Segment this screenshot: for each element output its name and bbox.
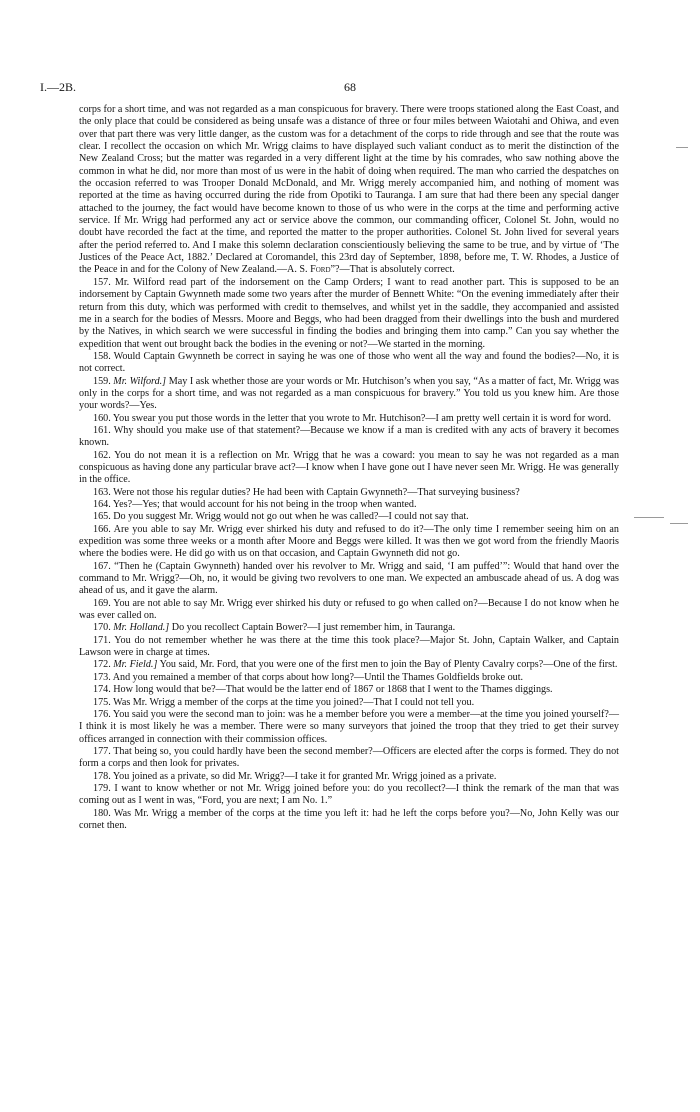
question-text: You are not able to say Mr. Wrigg ever shirked his duty or refused to go when called on?—Because I do not know when he was ever called on. bbox=[79, 597, 620, 622]
question-paragraph bbox=[79, 561, 619, 598]
question-paragraph bbox=[79, 684, 619, 696]
question-text: Yes?—Yes; that would account for his not being in the troop when wanted. bbox=[112, 499, 417, 510]
question-text: Why should you make use of that statement?—Because we know if a man is credited with any acts of bravery it becomes known. bbox=[79, 424, 619, 449]
question-number: 171. bbox=[93, 634, 111, 646]
question-number: 176. bbox=[93, 708, 111, 720]
question-paragraph bbox=[79, 622, 619, 634]
question-number: 172. bbox=[93, 659, 111, 671]
question-text: Were not those his regular duties? He had been with Captain Gwynneth?—That surveying business? bbox=[113, 486, 520, 498]
question-text: You swear you put those words in the letter that you wrote to Mr. Hutchison?—I am pretty well certain it is word for word. bbox=[112, 412, 611, 424]
question-paragraph bbox=[79, 709, 619, 746]
intro-text: corps for a short time, and was not regarded as a man conspicuous for bravery. There were troops stationed along the East Coast, and the only place that could be considered as being unsafe was a distance of three or four miles between Waiotahi and Ohiwa, and even over that part there was very little danger, as the custom was for a detachment of the corps to ride through and see that the route was clear. I recollect the occasion on which Mr. Wrigg claims to have displayed such valiant conduct as to merit the distinction of the New Zealand Cross; but the matter was regarded in a very different light at the time by his comrades, who saw nothing above the common in what he did, nor more than most of us were in the habit of doing when required. The man who carried the despatches on the occasion referred to was Trooper Donald McDonald, and Mr. Wrigg merely accompanied him, and nothing of moment was reported at the time as having occurred during the ride from Opotiki to Tauranga. I am sure that had there been any special danger attached to the journey, the fact would have become known to those of us who were in the corps at the time and performing active service. If Mr. Wrigg had performed any act or service above the common, our commanding officer, Colonel St. John, would no doubt have recorded the fact at the time, and reported the matter to the proper authorities. Colonel St. John lived for several years after the period referred to. And I make this solemn declaration conscientiously believing the same to be true, and by virtue of ‘The Justices of the Peace Act, 1882.’ Declared at Coromandel, this 23rd day of September, 1898, before me, T. W. Rhodes, a Justice of the Peace in and for the Colony of New Zealand.—A. S. bbox=[79, 104, 619, 276]
question-paragraph bbox=[79, 783, 619, 808]
question-text: You said, Mr. Ford, that you were one of the first men to join the Bay of Plenty Cavalry corps?—One of the first. bbox=[159, 659, 618, 671]
question-text: And you remained a member of that corps about how long?—Until the Thames Goldfields broke out. bbox=[112, 671, 524, 683]
question-paragraph bbox=[79, 697, 619, 709]
question-text: Do you recollect Captain Bower?—I just remember him, in Tauranga. bbox=[171, 622, 456, 634]
question-paragraph bbox=[79, 635, 619, 660]
speaker-label: Mr. Field.] bbox=[113, 659, 158, 671]
question-number: 165. bbox=[93, 511, 111, 523]
question-number: 179. bbox=[93, 782, 111, 794]
question-text: Do you suggest Mr. Wrigg would not go out when he was called?—I could not say that. bbox=[113, 511, 469, 523]
question-text: How long would that be?—That would be the latter end of 1867 or 1868 that I went to the Thames diggings. bbox=[113, 684, 553, 696]
question-paragraph bbox=[79, 499, 619, 511]
question-text: Mr. Wilford read part of the indorsement on the Camp Orders; I want to read another part. This is supposed to be an indorsement by Captain Gwynneth made some two years after the murder of Bennett White: “On the evening immediately after their return from this duty, which was performed with credit to themselves, and whilst yet in the saddle, they accompanied and assisted me in a search for the bodies of Messrs. Moore and Beggs, who had been dragged from their dwellings into the bush and murdered by the Natives, in which search we were successful in finding the bodies and bringing them into camp.” Can you say whether the expedition that went out brought back the bodies in the evening or not?—We started in the morning. bbox=[79, 276, 619, 350]
signature-name: Ford bbox=[310, 264, 331, 276]
page-body bbox=[79, 104, 619, 832]
document-reference: I.—2B. bbox=[40, 80, 76, 94]
question-text: I want to know whether or not Mr. Wrigg joined before you: do you recollect?—I think the remark of the man that was coming out as I went in was, “Ford, you are next; I am No. 1.” bbox=[79, 782, 619, 807]
question-number: 167. bbox=[93, 560, 111, 572]
question-paragraph bbox=[79, 413, 619, 425]
question-text: “Then he (Captain Gwynneth) handed over his revolver to Mr. Wrigg and said, ‘I am puffed’”: Would that hand over the command to Mr. Wrigg?—Oh, no, it would be giving two revolvers to one man. We expected an ambuscade ahead of us. A dog was ahead of us, and it gave the alarm. bbox=[79, 560, 620, 597]
question-paragraph bbox=[79, 450, 619, 487]
question-paragraph bbox=[79, 808, 619, 833]
question-number: 163. bbox=[93, 486, 111, 498]
question-paragraph bbox=[79, 598, 619, 623]
margin-mark bbox=[670, 523, 688, 524]
speaker-label: Mr. Wilford.] bbox=[113, 375, 167, 387]
page-number: 68 bbox=[344, 80, 356, 94]
question-paragraph bbox=[79, 524, 619, 561]
page-header bbox=[40, 80, 660, 98]
margin-mark bbox=[634, 517, 664, 518]
question-text: You joined as a private, so did Mr. Wrigg?—I take it for granted Mr. Wrigg joined as a private. bbox=[112, 770, 497, 782]
question-number: 180. bbox=[93, 807, 111, 819]
question-text: May I ask whether those are your words or Mr. Hutchison’s when you say, “As a matter of fact, Mr. Wrigg was only in the corps for a short time, and was not regarded as a man conspicuous for bravery.” You told us you knew him. Are those your words?—Yes. bbox=[79, 375, 619, 412]
question-text: Was Mr. Wrigg a member of the corps at the time you joined?—That I could not tell you. bbox=[113, 696, 475, 708]
speaker-label: Mr. Holland.] bbox=[113, 622, 170, 634]
question-paragraph bbox=[79, 376, 619, 413]
question-number: 157. bbox=[93, 276, 111, 288]
question-paragraph bbox=[79, 425, 619, 450]
question-number: 174. bbox=[93, 684, 111, 696]
question-text: Are you able to say Mr. Wrigg ever shirked his duty and refused to do it?—The only time I remember seeing him on an expedition was some three weeks or a month after Moore and Beggs were killed. It was then we got word from the friendly Maoris where the bodies were. He did go with us on that occasion, and Captain Gwynneth did not go. bbox=[79, 523, 619, 560]
question-text: Would Captain Gwynneth be correct in saying he was one of those who went all the way and found the bodies?—No, it is not correct. bbox=[79, 350, 619, 375]
question-number: 169. bbox=[93, 597, 111, 609]
question-number: 164. bbox=[93, 499, 111, 510]
intro-answer: ”?—That is absolutely correct. bbox=[330, 264, 455, 276]
question-paragraph bbox=[79, 672, 619, 684]
question-text: You said you were the second man to join: was he a member before you were a member—at the time you joined yourself?—I think it is most likely he was a member. There were so many surveyors that joined the troop that they tried to get their survey offices arranged in connection with their commission offices. bbox=[79, 708, 620, 745]
question-number: 173. bbox=[93, 671, 111, 683]
question-number: 178. bbox=[93, 770, 111, 782]
question-number: 159. bbox=[93, 375, 111, 387]
question-paragraph bbox=[79, 277, 619, 351]
question-paragraph bbox=[79, 511, 619, 523]
question-paragraph bbox=[79, 487, 619, 499]
margin-mark bbox=[676, 147, 688, 148]
question-paragraph bbox=[79, 351, 619, 376]
question-text: That being so, you could hardly have been the second member?—Officers are elected after the corps is formed. They do not form a corps and then look for privates. bbox=[79, 745, 619, 770]
question-number: 170. bbox=[93, 622, 111, 634]
question-number: 175. bbox=[93, 696, 111, 708]
question-text: You do not mean it is a reflection on Mr. Wrigg that he was a coward: you mean to say he was not regarded as a man conspicuous as having done any particular brave act?—I know when I have gone out I have never seen Mr. Wrigg. He was generally in the office. bbox=[79, 449, 620, 486]
question-paragraph bbox=[79, 746, 619, 771]
question-number: 160. bbox=[93, 412, 111, 424]
question-number: 166. bbox=[93, 523, 111, 535]
question-number: 161. bbox=[93, 424, 111, 436]
question-paragraph bbox=[79, 771, 619, 783]
question-number: 177. bbox=[93, 745, 111, 757]
question-number: 158. bbox=[93, 350, 111, 362]
question-paragraph bbox=[79, 659, 619, 671]
question-text: You do not remember whether he was there at the time this took place?—Major St. John, Captain Walker, and Captain Lawson were in charge at times. bbox=[79, 634, 619, 659]
question-text: Was Mr. Wrigg a member of the corps at the time you left it: had he left the corps before you?—No, John Kelly was our cornet then. bbox=[79, 807, 619, 831]
question-number: 162. bbox=[93, 449, 111, 461]
intro-paragraph bbox=[79, 104, 619, 277]
